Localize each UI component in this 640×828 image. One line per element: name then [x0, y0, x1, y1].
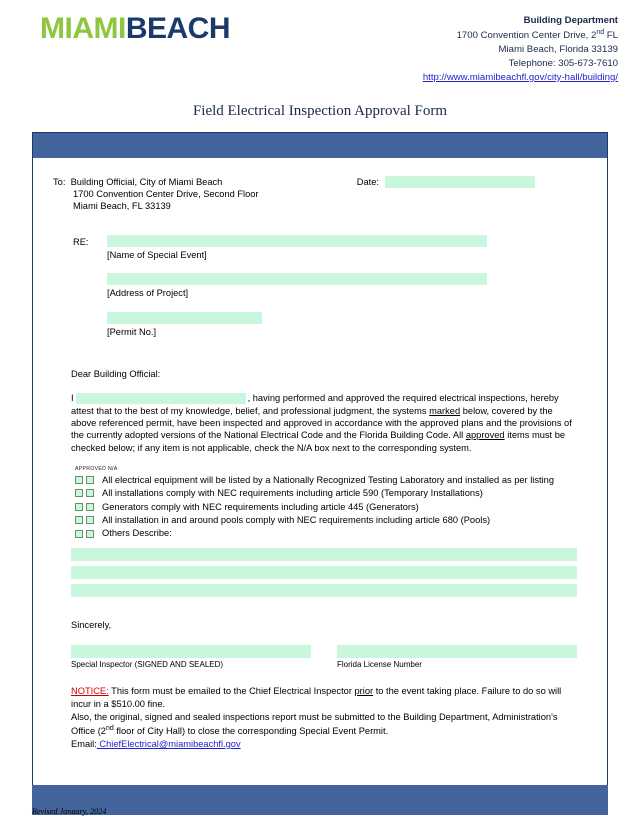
notice-prior-word: prior — [354, 685, 374, 696]
to-line — [53, 176, 259, 188]
inspector-signature-block — [71, 645, 311, 671]
describe-line-input[interactable] — [71, 566, 577, 579]
footer-accent-bar — [32, 785, 608, 815]
recipient-line-2: 1700 Convention Center Drive, Second Floor — [73, 189, 259, 200]
chief-electrical-email-link[interactable]: ChiefElectrical@miamibeachfl.gov — [96, 738, 241, 749]
address-floor-suffix: FL — [604, 30, 618, 42]
permit-number-input[interactable] — [107, 312, 262, 324]
license-number-caption: Florida License Number — [337, 660, 422, 670]
page-header — [0, 0, 640, 85]
checklist-column-header: APPROVED N/A — [75, 466, 118, 473]
checkbox-approved-icon[interactable] — [75, 476, 83, 484]
notice-line-1 — [71, 685, 577, 711]
logo-text-miami: MIAMI — [40, 12, 126, 45]
date-label: Date: — [356, 176, 379, 187]
notice-text-1: This form must be emailed to the Chief Electrical Inspector — [108, 685, 355, 696]
checkbox-na-icon[interactable] — [86, 489, 94, 497]
checklist-row — [75, 501, 591, 513]
describe-line-input[interactable] — [71, 584, 577, 597]
others-describe-field — [49, 548, 591, 597]
checkbox-approved-icon[interactable] — [75, 503, 83, 511]
inspector-signature-input[interactable] — [71, 645, 311, 658]
checklist-item-label: Others Describe: — [102, 528, 172, 539]
address-ordinal-suffix: nd — [596, 28, 605, 36]
notice-text-4: floor of City Hall) to close the corresponding Special Event Permit. — [113, 725, 389, 736]
checkbox-approved-icon[interactable] — [75, 516, 83, 524]
project-address-input[interactable] — [107, 273, 487, 285]
describe-line-input[interactable] — [71, 548, 577, 561]
checklist-item-label: All installation in and around pools comply with NEC requirements including article 680 (Pools) — [102, 515, 491, 526]
attestation-marked-word: marked — [429, 405, 461, 416]
notice-text-3: Also, the original, signed and sealed inspections report must be submitted to the Building Department, Administration's Office (2 — [71, 711, 558, 736]
header-accent-bar — [32, 132, 608, 158]
attestation-lead: I — [71, 393, 74, 404]
checklist-item-label: Generators comply with NEC requirements including article 445 (Generators) — [102, 501, 419, 512]
to-date-row — [49, 176, 591, 213]
recipient-line-3: Miami Beach, FL 33139 — [73, 201, 171, 212]
attestation-text-1: , having performed and approved the required electrical inspections, hereby attest that to the best of my knowledge, belief, and professional judgment, the systems — [71, 393, 559, 416]
department-title: Building Department — [523, 15, 618, 26]
closing-text: Sincerely, — [71, 619, 112, 630]
department-website-link[interactable]: http://www.miamibeachfl.gov/city-hall/building/ — [422, 71, 618, 83]
checklist — [49, 474, 591, 540]
notice-text-2: to the event taking place. Failure to do so will incur in a $510.00 fine. — [71, 685, 562, 709]
email-label: Email: — [71, 738, 97, 749]
checklist-item-label: All electrical equipment will be listed by a Nationally Recognized Testing Laboratory and installed as per listing — [102, 474, 555, 485]
revision-note: Revised January, 2024 — [32, 807, 107, 816]
checkbox-approved-icon[interactable] — [75, 530, 83, 538]
salutation: Dear Building Official: — [71, 368, 161, 379]
attestation-approved-word: approved — [465, 430, 505, 441]
notice-keyword: NOTICE: — [71, 685, 109, 696]
form-body-frame — [32, 158, 608, 815]
permit-number-caption: [Permit No.] — [107, 326, 157, 337]
date-input[interactable] — [385, 176, 535, 188]
signature-row — [49, 645, 591, 671]
logo-text-beach: BEACH — [125, 12, 230, 45]
date-block — [357, 176, 591, 213]
checkbox-na-icon[interactable] — [86, 503, 94, 511]
re-label: RE: — [73, 236, 89, 247]
checkbox-na-icon[interactable] — [86, 530, 94, 538]
notice-section — [49, 685, 591, 751]
inspector-signature-caption: Special Inspector (SIGNED AND SEALED) — [71, 660, 224, 670]
recipient-line-1: Building Official, City of Miami Beach — [70, 176, 223, 187]
department-info — [423, 14, 618, 85]
department-city: Miami Beach, Florida 33139 — [498, 44, 618, 55]
department-address — [423, 28, 618, 43]
attestation-text-3: items must be checked below; if any item is not applicable, check the N/A box next to the corresponding system. — [71, 430, 566, 453]
notice-email-line — [71, 738, 577, 751]
page-title: Field Electrical Inspection Approval Form — [192, 102, 448, 119]
notice-ordinal-suffix: nd — [105, 724, 114, 732]
checklist-row — [75, 474, 591, 486]
checklist-row — [75, 487, 591, 499]
attestation-paragraph — [49, 392, 591, 454]
checklist-row — [75, 527, 591, 539]
notice-line-2 — [71, 711, 577, 738]
checkbox-approved-icon[interactable] — [75, 489, 83, 497]
to-label: To: — [53, 176, 66, 187]
re-section — [49, 235, 591, 338]
license-number-input[interactable] — [337, 645, 577, 658]
license-number-block — [337, 645, 577, 671]
event-name-caption: [Name of Special Event] — [107, 249, 207, 260]
project-address-caption: [Address of Project] — [107, 288, 189, 299]
checkbox-na-icon[interactable] — [86, 516, 94, 524]
recipient-block — [49, 176, 259, 213]
checklist-row — [75, 514, 591, 526]
checkbox-na-icon[interactable] — [86, 476, 94, 484]
inspector-name-input[interactable] — [76, 393, 246, 404]
department-phone: Telephone: 305-673-7610 — [508, 57, 618, 69]
event-name-input[interactable] — [107, 235, 487, 247]
miami-beach-logo — [40, 14, 230, 44]
department-address-text: 1700 Convention Center Drive, 2 — [456, 30, 597, 42]
checklist-item-label: All installations comply with NEC requirements including article 590 (Temporary Installations) — [102, 488, 483, 499]
attestation-text-2: below, covered by the above referenced permit, have been inspected and approved in accordance with the approved plans and the provisions of the currently adopted versions of the National Electrical Code and the Florida Building Code. All — [71, 405, 572, 441]
